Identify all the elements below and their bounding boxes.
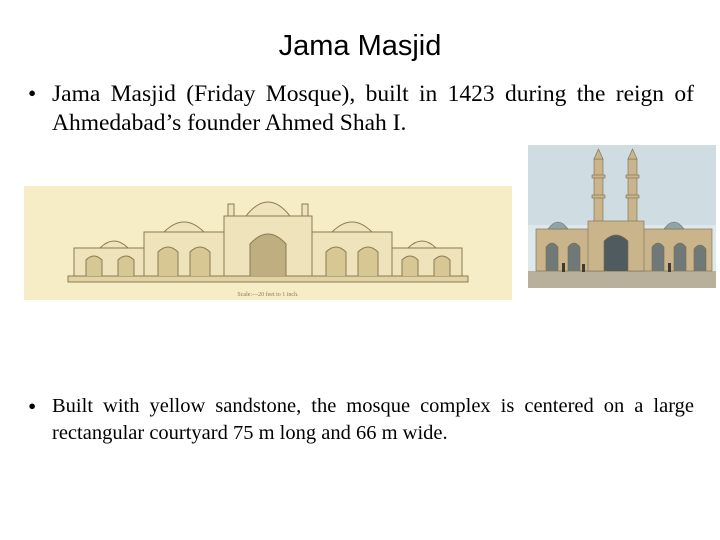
bullet-item-2 bbox=[28, 393, 694, 447]
bullet-marker: • bbox=[28, 394, 37, 420]
mosque-elevation-drawing bbox=[24, 186, 512, 300]
slide-title: Jama Masjid bbox=[278, 30, 442, 62]
elevation-illustration bbox=[24, 186, 512, 300]
drawing-scale-caption: Scale:—20 feet to 1 inch. bbox=[237, 292, 299, 298]
mosque-painting-illustration bbox=[528, 145, 716, 288]
bullet-text: Built with yellow sandstone, the mosque complex is centered on a large rectangular courtyard 75 m long and 66 m wide. bbox=[52, 395, 694, 444]
bullet-item-1 bbox=[28, 80, 694, 138]
bullet-text: Jama Masjid (Friday Mosque), built in 1423 during the reign of Ahmedabad’s founder Ahmed Shah I. bbox=[52, 81, 694, 136]
bullet-marker: • bbox=[28, 81, 37, 107]
mosque-painting bbox=[528, 145, 716, 288]
